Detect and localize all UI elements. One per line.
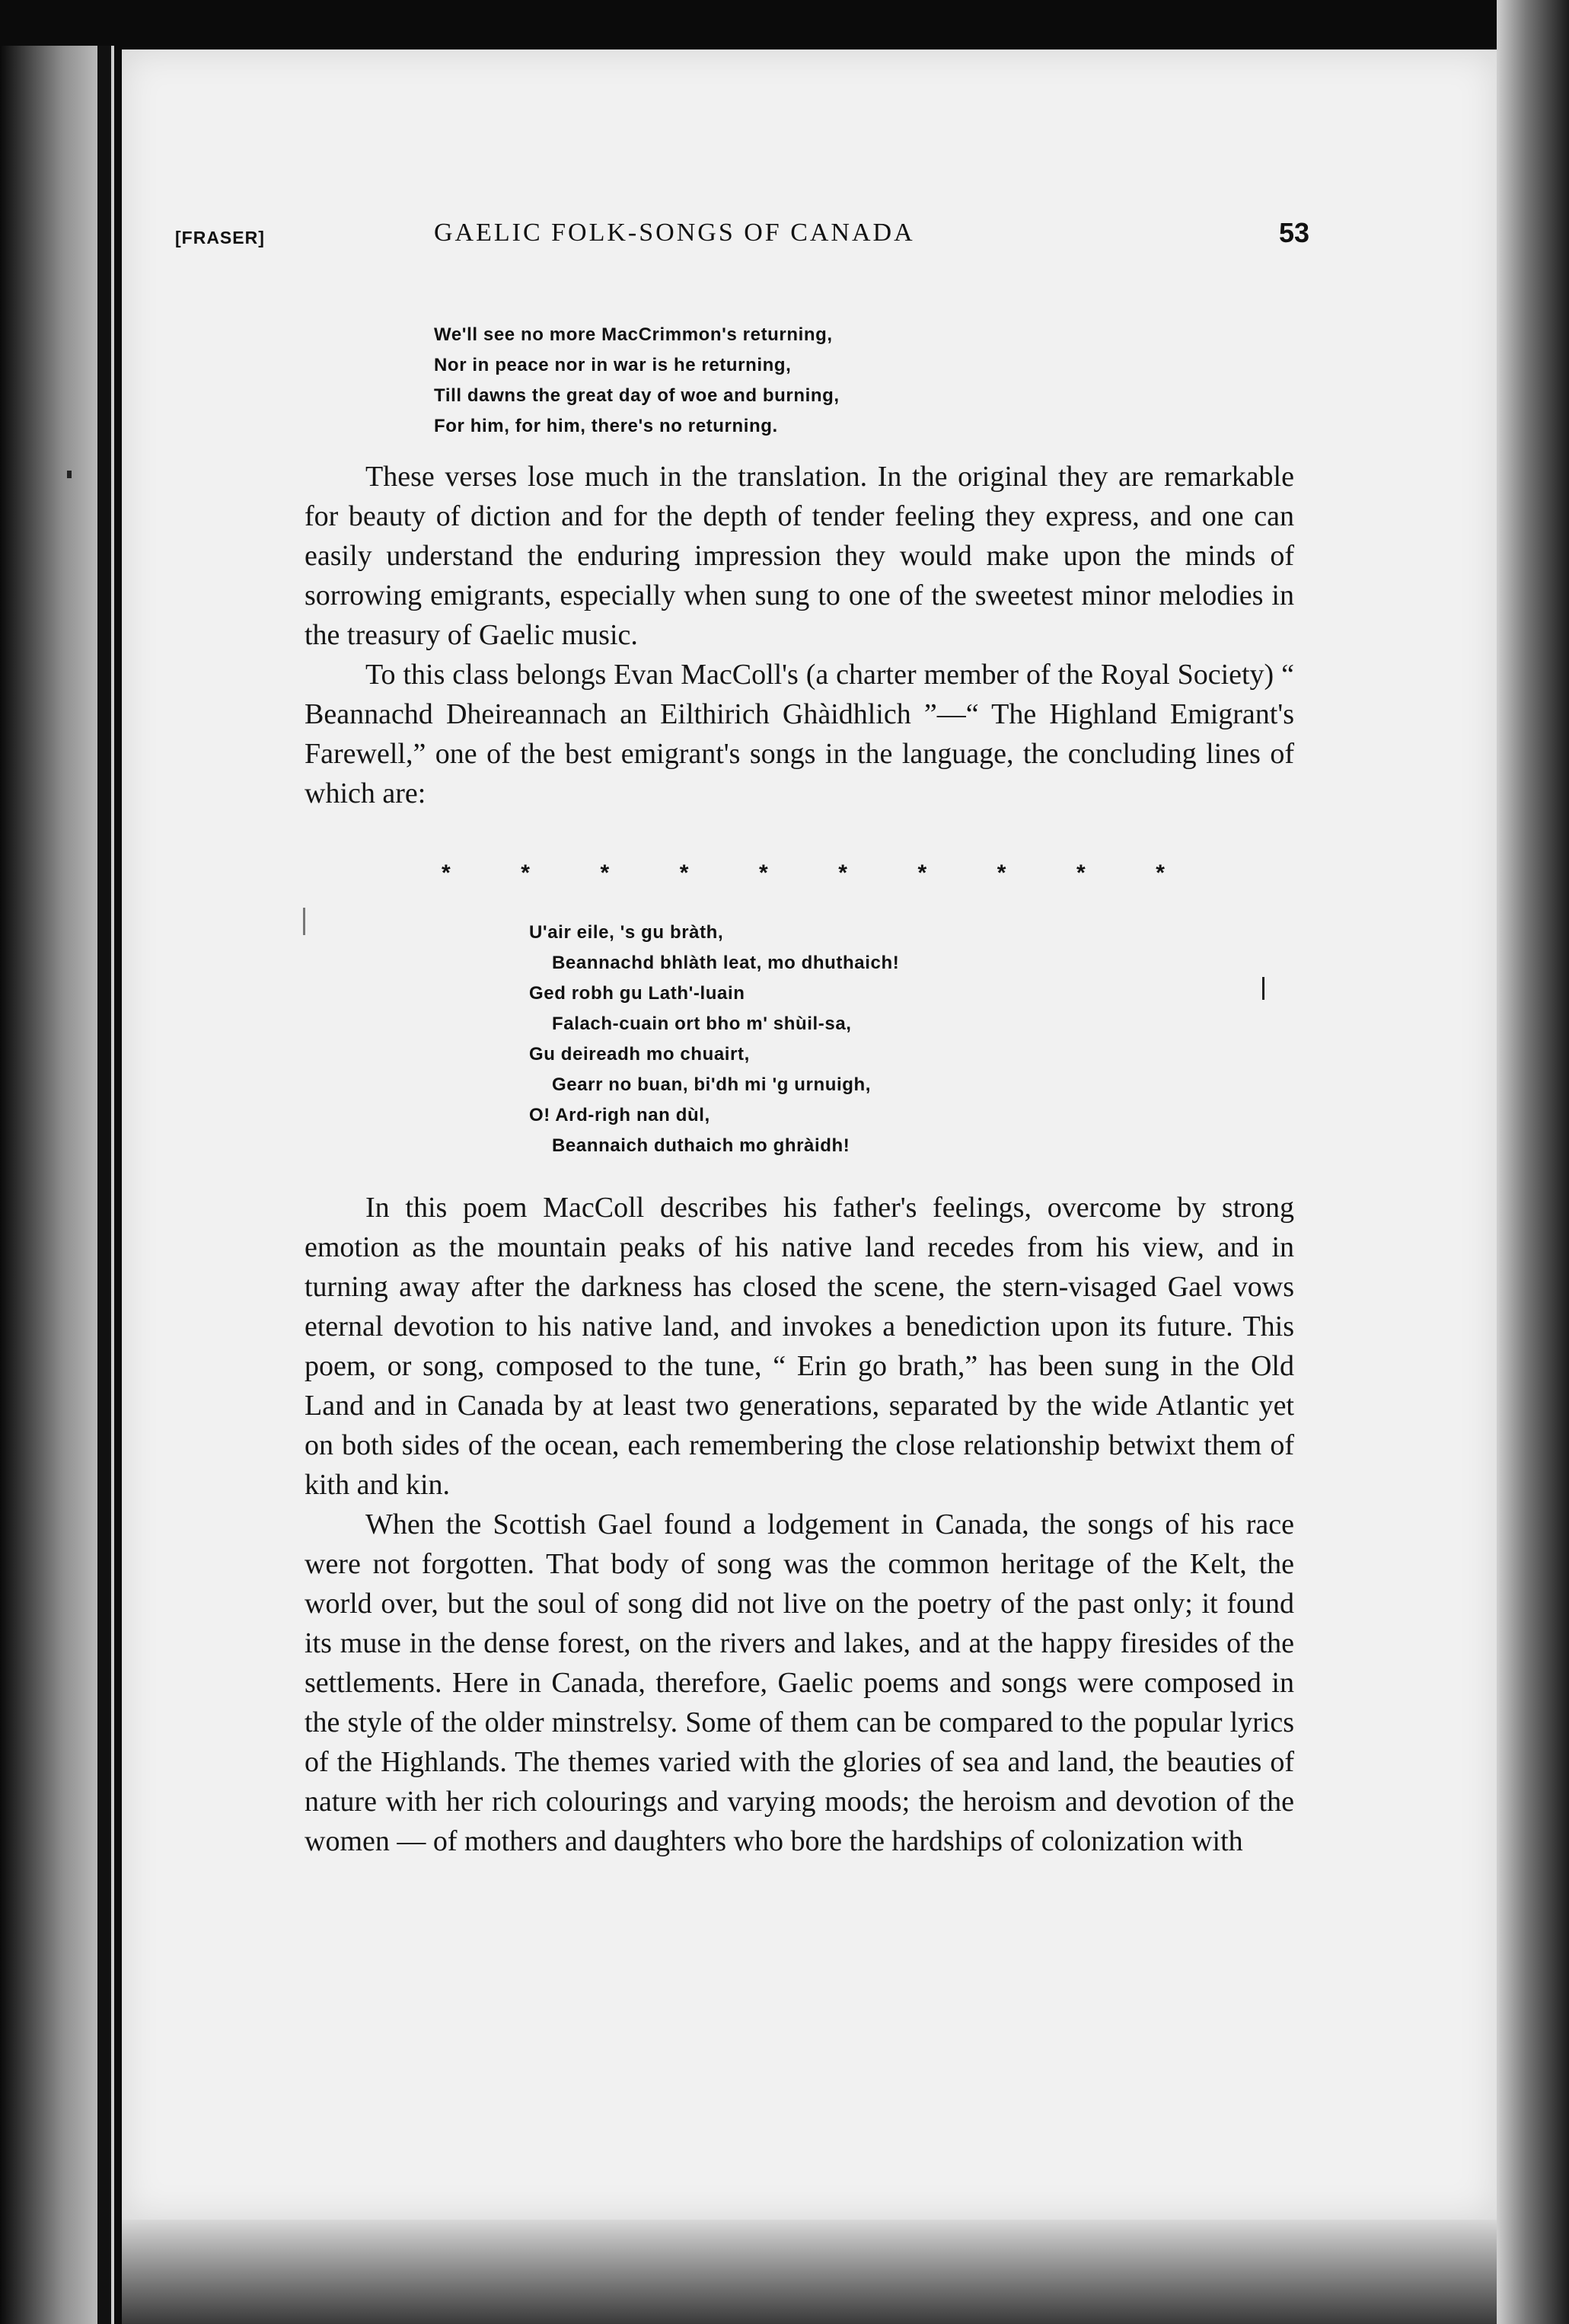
verse-line: For him, for him, there's no returning. — [434, 416, 778, 436]
verse-line: Beannaich duthaich mo ghràidh! — [552, 1135, 850, 1156]
star-mark: * — [917, 860, 927, 886]
running-header — [175, 217, 1309, 263]
english-verse — [434, 320, 840, 442]
verse-line: We'll see no more MacCrimmon's returning, — [434, 324, 833, 345]
running-title: GAELIC FOLK-SONGS OF CANADA — [434, 219, 915, 247]
star-mark: * — [997, 860, 1006, 886]
star-mark: * — [838, 860, 847, 886]
ellipsis-stars — [442, 860, 1165, 886]
verse-line: Beannachd bhlàth leat, mo dhuthaich! — [552, 953, 900, 973]
verse-line: U'air eile, 's gu bràth, — [529, 922, 724, 943]
verse-line: Gearr no buan, bi'dh mi 'g urnuigh, — [552, 1074, 872, 1095]
gaelic-verse — [529, 918, 899, 1161]
star-mark: * — [600, 860, 610, 886]
star-mark: * — [521, 860, 530, 886]
paragraph: To this class belongs Evan MacColl's (a charter member of the Royal Society) “ Beannachd Dheireannach an Eilthirich Ghàidhlich ”—“ The Highland Emigrant's Farewell,” one of the best emigrant's songs in the language, the concluding lines of which are: — [305, 659, 1294, 809]
paragraph: In this poem MacColl describes his father's feelings, overcome by strong emotion as the mountain peaks of his native land recedes from his view, and in turning away after the darkness has closed the scene, the stern-visaged Gael vows eternal devotion to his native land, and invokes a benediction upon its future. This poem, or song, composed to the tune, “ Erin go brath,” has been sung in the Old Land and in Canada by at least two generations, separated by the wide Atlantic yet on both sides of the ocean, each remembering the close relationship betwixt them of kith and kin. — [305, 1192, 1294, 1501]
body-text-top — [305, 457, 1294, 813]
verse-line: Gu deireadh mo chuairt, — [529, 1044, 750, 1065]
scan-binding-shadow — [97, 46, 111, 2324]
paragraph: These verses lose much in the translation. In the original they are remarkable for beauty of diction and for the depth of tender feeling they express, and one can easily understand the enduring impression they would make upon the minds of sorrowing emigrants, especially when sung to one of the sweetest minor melodies in the treasury of Gaelic music. — [305, 461, 1294, 651]
star-mark: * — [442, 860, 451, 886]
star-mark: * — [679, 860, 689, 886]
star-mark: * — [1156, 860, 1165, 886]
page-number: 53 — [1278, 217, 1309, 248]
scan-margin-mark — [303, 908, 305, 935]
verse-line: Falach-cuain ort bho m' shùil-sa, — [552, 1014, 852, 1034]
verse-line: Till dawns the great day of woe and burning, — [434, 385, 840, 406]
scan-speck — [67, 471, 72, 478]
star-mark: * — [1076, 860, 1086, 886]
running-author: [FRASER] — [175, 228, 265, 247]
verse-line: O! Ard-righ nan dùl, — [529, 1105, 710, 1125]
star-mark: * — [759, 860, 768, 886]
scan-right-edge — [1497, 0, 1569, 2324]
verse-line: Ged robh gu Lath'-luain — [529, 983, 745, 1004]
body-text-bottom — [305, 1188, 1294, 1861]
page-bottom-shadow — [122, 2220, 1497, 2324]
verse-line: Nor in peace nor in war is he returning, — [434, 355, 792, 375]
paragraph: When the Scottish Gael found a lodgement in Canada, the songs of his race were not forgotten. That body of song was the common heritage of the Kelt, the world over, but the soul of song did not live on the poetry of the past only; it found its muse in the dense forest, on the rivers and lakes, and at the happy firesides of the settlements. Here in Canada, therefore, Gaelic poems and songs were composed in the style of the older minstrelsy. Some of them can be compared to the popular lyrics of the Highlands. The themes varied with the glories of sea and land, the beauties of nature with her rich colourings and varying moods; the heroism and devotion of the women — of mothers and daughters who bore the hardships of colonization with — [305, 1508, 1294, 1857]
scan-margin-mark — [1262, 977, 1264, 1000]
